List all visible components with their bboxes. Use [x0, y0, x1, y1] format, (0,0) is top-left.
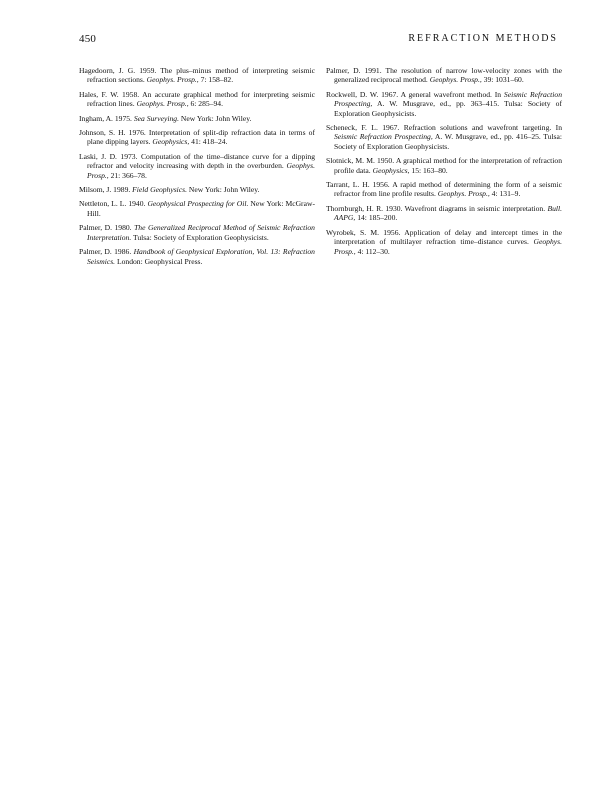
reference-text: Palmer, D. 1991. The resolution of narrow low-velocity zones with the generalized reciprocal method.	[326, 66, 562, 85]
reference-journal: Geophys. Prosp.,	[429, 75, 482, 85]
reference-item	[79, 152, 315, 180]
reference-item	[79, 223, 315, 242]
reference-journal: Seismic Refraction Prospecting,	[334, 132, 433, 142]
reference-item	[326, 66, 562, 85]
reference-journal: Field Geophysics.	[132, 185, 188, 195]
reference-citation: 14: 185–200.	[355, 213, 398, 223]
reference-item	[79, 247, 315, 266]
reference-item	[79, 185, 315, 194]
reference-text: Slotnick, M. M. 1950. A graphical method for the interpretation of refraction profile data.	[326, 156, 562, 175]
reference-citation: 4: 112–30.	[355, 246, 390, 256]
reference-item	[326, 123, 562, 151]
reference-citation: New York: McGraw-Hill.	[87, 199, 315, 218]
reference-citation: A. W. Musgrave, ed., pp. 416–25. Tulsa: Society of Exploration Geophysicists.	[334, 132, 562, 151]
page-number: 450	[79, 33, 97, 45]
reference-item	[79, 66, 315, 85]
reference-journal: Geophysics,	[152, 137, 190, 147]
reference-citation: 6: 285–94.	[188, 99, 223, 109]
reference-journal: Seismic Refraction Prospecting,	[334, 89, 562, 109]
reference-item	[326, 180, 562, 199]
reference-text: Johnson, S. H. 1976. Interpretation of split-dip refraction data in terms of plane dipping layers.	[79, 128, 315, 147]
reference-citation: 21: 366–78.	[108, 170, 147, 180]
reference-item	[326, 228, 562, 256]
reference-citation: London: Geophysical Press.	[115, 256, 203, 266]
reference-citation: 41: 418–24.	[189, 137, 228, 147]
reference-text: Tarrant, L. H. 1956. A rapid method of determining the form of a seismic refractor from line profile results.	[326, 180, 562, 199]
reference-citation: Tulsa: Society of Exploration Geophysicists.	[131, 232, 269, 242]
reference-text: Wyrobek, S. M. 1956. Application of delay and intercept times in the interpretation of multilayer refraction time–distance curves.	[326, 227, 562, 247]
reference-journal: Handbook of Geophysical Exploration, Vol. 13: Refraction Seismics.	[87, 247, 315, 266]
reference-citation: 39: 1031–60.	[481, 75, 524, 85]
references-left-column	[79, 66, 315, 271]
reference-text: Rockwell, D. W. 1967. A general wavefront method. In	[326, 89, 504, 99]
reference-text: Nettleton, L. L. 1940.	[79, 199, 148, 209]
reference-citation: 15: 163–80.	[409, 165, 448, 175]
reference-item	[326, 156, 562, 175]
reference-citation: New York: John Wiley.	[178, 113, 252, 123]
reference-item	[79, 114, 315, 123]
reference-item	[79, 199, 315, 218]
reference-text: Palmer, D. 1986.	[79, 247, 134, 257]
reference-text: Palmer, D. 1980.	[79, 223, 135, 233]
reference-text: Hales, F. W. 1958. An accurate graphical method for interpreting seismic refraction lines.	[79, 89, 315, 109]
reference-item	[326, 204, 562, 223]
running-head: REFRACTION METHODS	[408, 33, 558, 44]
reference-text: Thornburgh, H. R. 1930. Wavefront diagrams in seismic interpretation.	[326, 203, 548, 213]
reference-journal: Geophys. Prosp.,	[136, 99, 189, 109]
reference-journal: Geophysics,	[372, 165, 410, 175]
reference-journal: Geophys. Prosp.,	[437, 189, 490, 199]
reference-item	[326, 90, 562, 118]
reference-text: Ingham, A. 1975.	[79, 113, 134, 123]
reference-text: Laski, J. D. 1973. Computation of the time–distance curve for a dipping refractor and velocity increasing with depth in the overburden.	[79, 151, 315, 171]
reference-citation: 7: 158–82.	[198, 75, 234, 85]
reference-journal: Geophys. Prosp.,	[87, 161, 315, 180]
reference-journal: Bull. AAPG,	[334, 203, 562, 223]
reference-text: Milsom, J. 1989.	[79, 185, 133, 195]
references-right-column	[326, 66, 562, 261]
reference-item	[79, 90, 315, 109]
reference-text: Scheneck, F. L. 1967. Refraction solutions and wavefront targeting. In	[326, 123, 562, 133]
reference-citation: A. W. Musgrave, ed., pp. 363–415. Tulsa: Society of Exploration Geophysicists.	[334, 99, 562, 118]
reference-text: Hagedoorn, J. G. 1959. The plus–minus method of interpreting seismic refraction sections.	[79, 66, 315, 85]
reference-journal: Sea Surveying.	[133, 113, 179, 123]
reference-citation: 4: 131–9.	[489, 189, 521, 199]
reference-journal: Geophys. Prosp.,	[334, 237, 562, 256]
reference-journal: Geophys. Prosp.,	[146, 75, 199, 85]
reference-item	[79, 128, 315, 147]
reference-citation: New York: John Wiley.	[187, 185, 260, 195]
reference-journal: The Generalized Reciprocal Method of Seismic Refraction Interpretation.	[87, 223, 315, 242]
reference-journal: Geophysical Prospecting for Oil.	[147, 199, 249, 209]
